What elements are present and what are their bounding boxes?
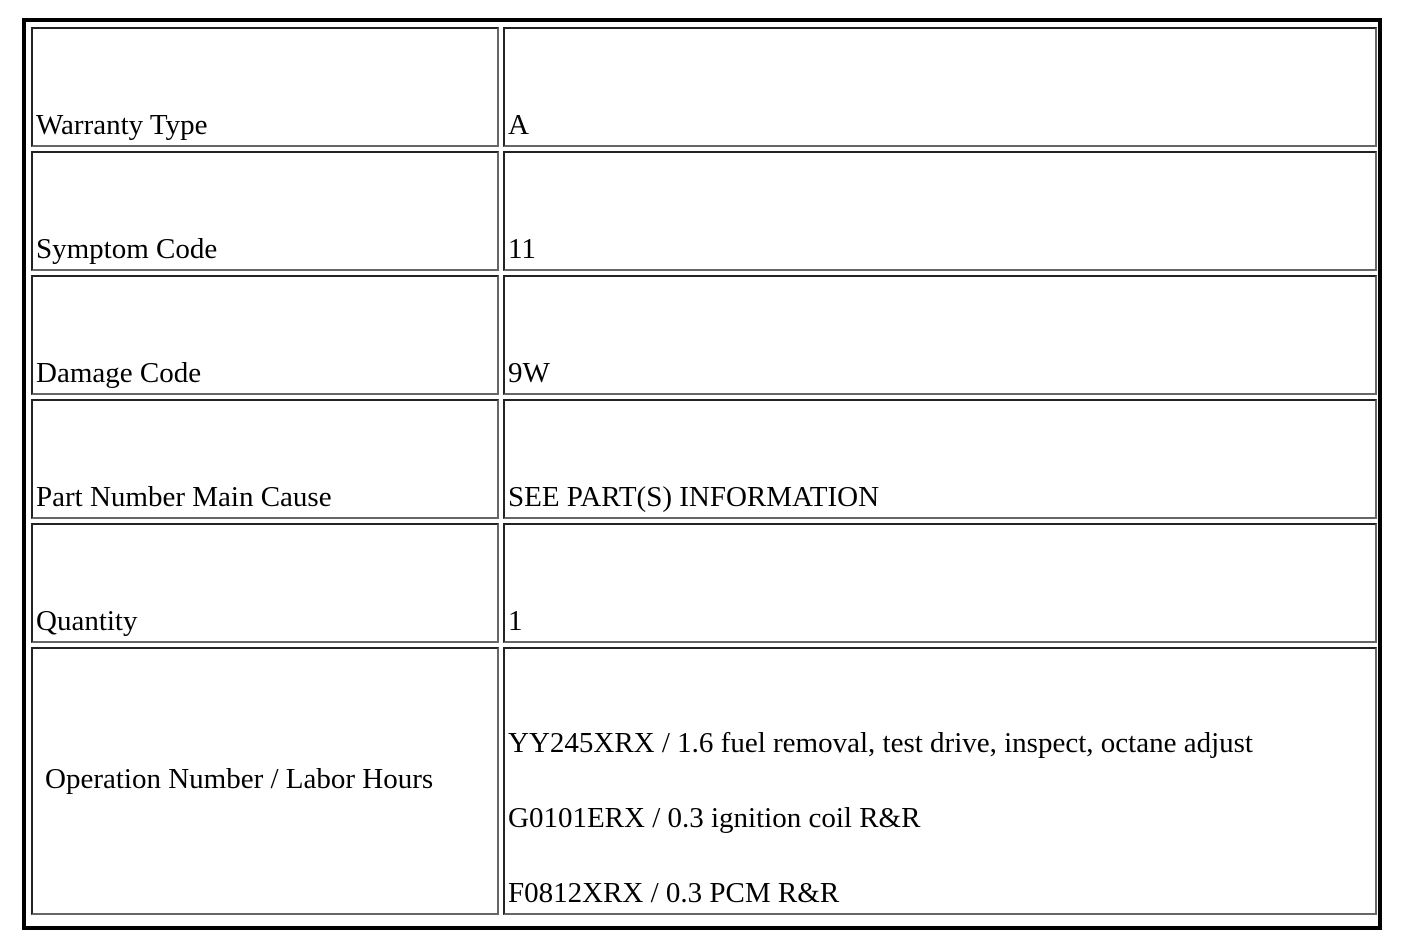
operation-labor-label: Operation Number / Labor Hours — [31, 647, 499, 915]
table-row-warranty-type — [31, 27, 1377, 147]
operation-labor-value — [503, 647, 1377, 915]
table-row-quantity — [31, 523, 1377, 643]
damage-code-label: Damage Code — [31, 275, 499, 395]
operation-line: F0812XRX / 0.3 PCM R&R — [508, 877, 840, 909]
symptom-code-label: Symptom Code — [31, 151, 499, 271]
warranty-claim-table — [27, 23, 1381, 919]
table-row-operations — [31, 647, 1377, 915]
warranty-type-value: A — [503, 27, 1377, 147]
table-row-part-number — [31, 399, 1377, 519]
warranty-table-frame — [22, 18, 1382, 930]
part-number-label: Part Number Main Cause — [31, 399, 499, 519]
operation-line: G0101ERX / 0.3 ignition coil R&R — [508, 802, 921, 834]
operation-line: YY245XRX / 1.6 fuel removal, test drive, inspect, octane adjust — [508, 727, 1253, 759]
symptom-code-value: 11 — [503, 151, 1377, 271]
warranty-type-label: Warranty Type — [31, 27, 499, 147]
table-row-symptom-code — [31, 151, 1377, 271]
part-number-value: SEE PART(S) INFORMATION — [503, 399, 1377, 519]
damage-code-value: 9W — [503, 275, 1377, 395]
quantity-label: Quantity — [31, 523, 499, 643]
quantity-value: 1 — [503, 523, 1377, 643]
table-row-damage-code — [31, 275, 1377, 395]
